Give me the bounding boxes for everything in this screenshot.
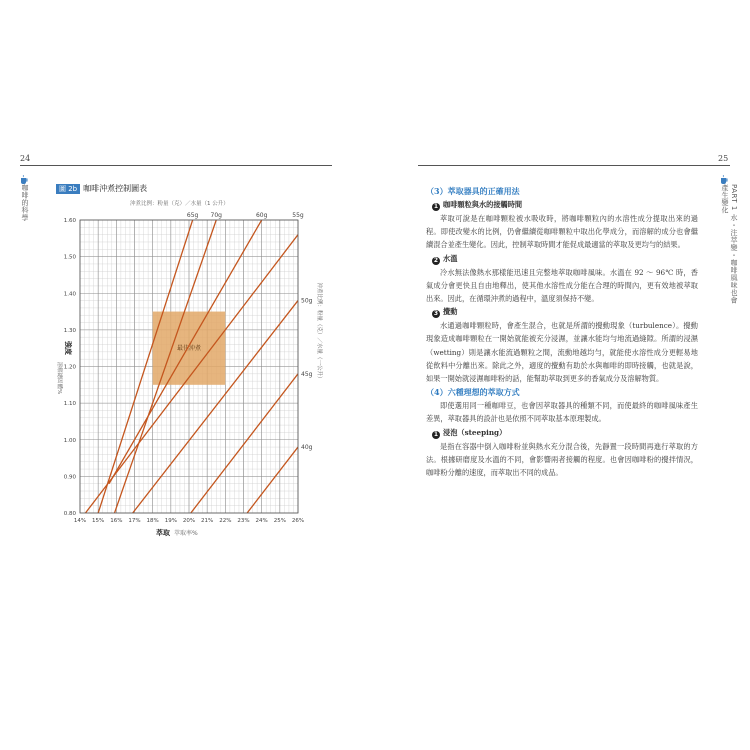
item3-body: 水通過咖啡顆粒時，會產生混合，也就是所謂的攪動現象（turbulence）。攪動現象造成咖啡顆粒在一開始就能被充分浸濕，並讓水能均勻地流過縫隙。所謂的浸濕（wetting）則是讓水能流過顆粒之間，流動地越均勻，就能使水溶性成分更輕易地從飲料中分離出來。除此之外，適度的攪動有助於水與咖啡的即時接觸，也就是說，如果一開始就浸濕咖啡粉的話，能幫助萃取到更多的香氣成分及溶解物質。 [426, 321, 698, 384]
x-axis-sublabel: 萃取率% [174, 530, 198, 537]
section3-title: （3）萃取器具的正確用法 [426, 186, 520, 196]
x-tick-label: 25% [273, 518, 286, 524]
item3-title: 3 攪動 [433, 307, 458, 318]
y-tick-label: 1.30 [63, 327, 76, 334]
x-tick-label: 21% [201, 518, 214, 524]
bullet-4: 1 [433, 430, 439, 438]
right-page-number: 25 [718, 154, 729, 163]
x-tick-label: 22% [219, 518, 232, 524]
figure-badge: 圖 2b [56, 184, 80, 194]
x-tick-label: 16% [110, 518, 123, 524]
x-tick-label: 15% [92, 518, 105, 524]
x-tick-label: 18% [146, 518, 159, 524]
x-tick-label: 19% [164, 518, 177, 524]
section4-intro: 即使選用同一種咖啡豆，也會因萃取器具的種類不同，而使最終的咖啡風味產生差異，萃取器具的設計也是依照不同萃取基本原理製成。 [426, 401, 698, 424]
y-tick-label: 0.80 [63, 511, 76, 517]
y-tick-label: 1.60 [63, 218, 76, 224]
item2-title: 2 水溫 [433, 253, 458, 264]
chart-top-caption: 沖煮比例：粉量（克）／水量（1 公升） [130, 201, 229, 207]
series-label-50g: 50g [301, 297, 313, 305]
y-tick-label: 1.00 [63, 437, 76, 444]
x-tick-label: 17% [128, 518, 141, 524]
bullet-2: 2 [433, 256, 439, 264]
item2-body: 冷水無法像熱水那樣能迅速且完整地萃取咖啡風味。水溫在 92 ～ 96℃ 時，香氣成分會更快且自由地釋出，使其他水溶性成分能在合理的時間內，更有效地被萃取出來。因此，在循環沖煮的過程中，溫度須保持不變。 [426, 267, 698, 304]
series-label-40g: 40g [301, 444, 313, 452]
left-page-number: 24 [20, 154, 31, 163]
y-axis-sublabel: 溶解總固體% [56, 361, 62, 395]
y-tick-label: 1.40 [63, 291, 76, 298]
y-tick-label: 0.90 [63, 474, 76, 481]
x-tick-label: 23% [237, 518, 250, 524]
series-label-45g: 45g [301, 370, 313, 378]
right-text-column [426, 184, 698, 479]
figure-title-text: 咖啡沖煮控制圖表 [83, 184, 148, 193]
series-label-55g: 55g [292, 212, 304, 219]
series-label-60g: 60g [255, 212, 268, 219]
x-tick-label: 14% [73, 518, 87, 524]
bullet-1: 1 [433, 203, 439, 210]
series-label-65g: 65g [186, 212, 199, 219]
y-tick-label: 1.10 [63, 401, 76, 408]
left-side-tab: 咖啡的科學 [21, 184, 29, 222]
item1-body: 萃取可說是在咖啡顆粒被水吸收時，將咖啡顆粒內的水溶性成分提取出來的過程。即使改變水的比例，仍會繼續從咖啡顆粒中取出化學成分，而溶解的成分也會繼續混合並產生變化。因此，控制萃取時間才能促成最適當的萃取及更均勻的結果。 [426, 214, 698, 250]
section4-title: （4）六種理想的萃取方式 [426, 387, 520, 398]
x-tick-label: 26% [291, 518, 305, 524]
x-tick-label: 24% [255, 518, 268, 524]
right-side-tab: PART 1 水・注萃變・咖啡風味也會產生變化 [721, 184, 738, 304]
series-label-70g: 70g [210, 212, 222, 219]
y-tick-label: 1.50 [63, 254, 76, 261]
item1-title: 1 咖啡顆粒與水的接觸時間 [433, 200, 523, 210]
x-tick-label: 20% [182, 518, 196, 524]
sweet-spot-label: 最佳沖煮 [176, 345, 202, 353]
y-axis-label: 強度 [64, 341, 72, 355]
y-tick-label: 1.20 [63, 364, 76, 371]
item4-title: 1 浸泡（steeping） [433, 427, 507, 438]
right-axis-label: 沖煮比例：粉量（克）／水量（一公升） [316, 282, 322, 382]
item4-body: 是指在容器中倒入咖啡粉並與熱水充分混合後，先靜置一段時間再進行萃取的方法。根據研磨度及水溫的不同，會影響兩者接觸的程度。也會因咖啡粉的攪拌情況，咖啡粉分離的速度，而萃取出不同的成品。 [426, 441, 698, 478]
coffee-cup-icon-right [720, 170, 728, 180]
x-axis-label: 萃取 [156, 529, 170, 537]
right-header-rule [418, 165, 730, 166]
bullet-3: 3 [433, 310, 439, 318]
